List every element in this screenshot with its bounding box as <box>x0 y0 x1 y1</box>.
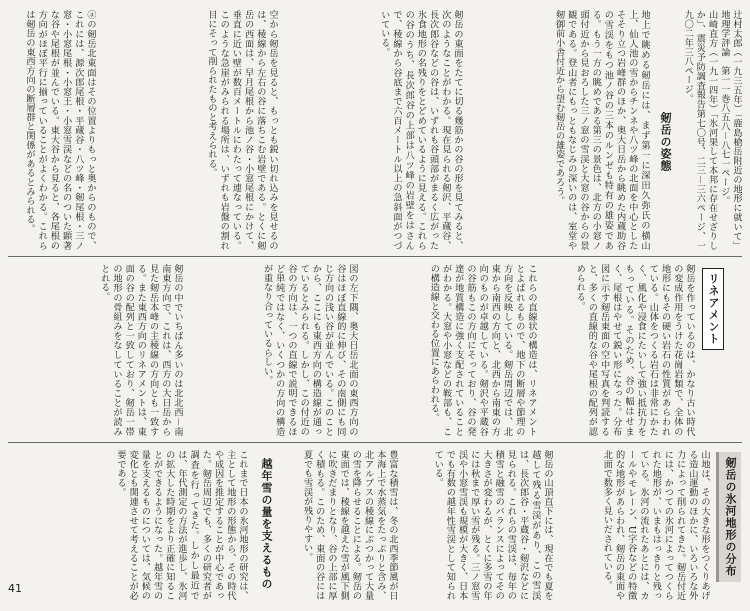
text-column-top-c: 空から剱岳を見ると、もっとも鋭い切れ込みを見せるのは、稜線から左右の谷に落ちこむ岩壁である。とくに剱岳の西面は、早月尾根から池ノ谷・小窓尾根にかけて、垂直に近い壁が数百メートルにわたって連なっている。このような急崖がみられる場所は、いずれも岩盤の割れ目にそって削られたものと考えられる。 <box>205 10 278 250</box>
section-divider-top <box>8 256 742 257</box>
section-heading-snow: 越年雪の量を支えるもの <box>260 458 273 590</box>
text-column-middle-a: 剱岳を作っているのは、かなり古い時代の変成作用をうけた花崗岩類で、全体の地形にもその硬い岩石の性質があらわれている。山体をつくる岩石は非常にかたく、風化や浸食にたいして強い抵抗力をもっている。そのため、谷の幅はせまく、尾根はやせて鋭い形になった。分布図に示す剱岳東面の空中写真を判読すると、多くの直線的な谷や尾根の配列が認められる。 <box>574 264 695 436</box>
section-divider-middle <box>8 442 742 443</box>
text-column-bottom-c: 豊富な積雪は、冬の北西季節風が日本海上で水蒸気をたっぷりと含み、北アルプスの稜線にぶつかって大量の雪を降らせることによる。剱岳の東面では、稜線を越えた雪が風下側に吹きだまりとなり、谷の上部に厚く積もる。このため、東面の谷には夏でも雪渓が残りやすい。 <box>301 450 398 600</box>
text-column-bottom-a: 山地は、その大きな形をつくりあげる造山運動のほかに、いろいろな外力によって削られてきた。剱岳付近には、かつての氷河によってつくられた地形が、いまもはっきりと残っている。氷河の流れたあとには、カールやモレーン、U字谷などの特徴的な地形があらわれ、剱岳の東面や北面で数多く見いだされている。 <box>601 450 710 600</box>
text-column-top-a: 地上で眺める剱岳には、まず第一に深田久弥氏の横山上、仙人池の雪からチンネや八ツ峰の北面を中心としたそそり立つ岩峰群のほか、奥大日岳から眺めた内蔵助谷の雪渓をもつ池ノ谷の三本のルンゼも特有の雄姿である。もう一方の眺めである第三の景色は、北方の小窓ノ頭付近から見おろした三ノ窓の雪渓と大窓の谷からの景観である。登山者にもっともなじみの深いのは、室堂や剱御前小舎付近から望む剱岳の雄姿であろう。 <box>553 10 650 250</box>
section-heading-tsurugi: 剱岳の姿態 <box>659 112 672 172</box>
section-heading-lineament: リネアメント <box>702 268 724 350</box>
text-column-bottom-d: これまで日本の氷河地形の研究は、主として地形の形態から、その時代や成因を推定することが中心であった。剱岳周辺でも、多くの研究者が調査を行ってきた。しかし最近では、年代測定の方法が進歩し、氷河の拡大した時期をより正確に知ることができるようになった。越年雪の量を支えるものについては、気候の変化とも関連させて考えることが必要である。 <box>114 450 248 600</box>
text-column-middle-b: これらの直線状の構造は、リネアメントとよばれるもので、地下の断層や節理の方向を反映している。剱岳周辺では、北東から南西の方向と、北西から南東の方向のものが卓越している。剱沢や平蔵谷の谷筋もこの方向にそっており、谷の発達が地質構造に強く支配されていることがわかる。大窓や小窓などの鞍部も、この構造線と交わる位置にあらわれる。 <box>428 264 537 436</box>
text-column-top-d: ⓐの剱岳北東面はその位置よりもっと奥からのもので、これには、源次郎尾根・平蔵谷・八ツ峰・剱尾根・三ノ窓・小窓尾根・小窓王・小窓雪渓などの名のついた顕著な谷や尾根が並んでいる。東大谷から見ると、各尾根の方向がほぼ平行に揃っていることがよくわかる。これらは剱岳の東西方向の断層群と関係があるとみられる。 <box>23 10 96 250</box>
page-number: 41 <box>8 582 22 595</box>
text-column-middle-d: 剱岳の中でいちばん多いのは北北西－南南東方向で、これは、西方の大日岳から見た剱岳本峰の主稜線の方向とも一致する。また東西方向のリネアメントは、東面の谷の配列と一致しており、剱岳一帯の地形の骨組みをなしていることが読みとれる。 <box>98 264 183 436</box>
references-text: 辻村太郎（一九三五年）「鹿島槍岳附近の地形に就いて」地理学評論 第一一巻八五八－八七一ページ。 山崎直方（一九一四年）「氷河果して本邦に存在せざりしか」、震災予防調査報告第七〇号、二三－三六ページ、一九〇二年三八ページ。 <box>682 10 742 250</box>
section-heading-glacial: 剱岳の氷河地形の分布 <box>716 452 741 582</box>
text-column-bottom-b: 剱岳の山頂直下には、現在でも夏を越して残る雪渓があり、この雪渓は、長次郎谷・平蔵谷・剱沢などに見られる。これらの雪渓は、毎年の積雪と融雪のバランスによってその大きさが変わるが、とくに多雪の年には秋まで厚い雪が残る。三ノ窓雪渓や小窓雪渓も規模が大きく、日本でも有数の越年性雪渓として知られている。 <box>432 450 553 600</box>
text-column-middle-c: 図の左下隅、奥大日岳北面の東西方向の谷はほぼ直線的に伸び、その南側にも同じ方向の浅い谷が並んでいる。このことから、ここにも東西方向の構造線が通っているとみられる。しかし、この付近の谷の方向は、一つの直線で説明できるほど単純ではなく、いくつかの方向の構造が重なり合っているらしい。 <box>261 264 358 436</box>
text-column-top-b: 剱岳の東面をたてに切る幾筋かの谷の形を見てみると、次のようなことがわかる。現在見られる剱沢、平蔵谷、長次郎谷などの谷は、いずれも谷頭部がまるく広がった氷食地形の名残りをとどめているように見える。これらの谷のうち、長次郎谷の上部は八ツ峰の岩壁をはさんで、稜線から谷底まで六百メートル以上の急斜面がつづいている。 <box>378 10 463 250</box>
